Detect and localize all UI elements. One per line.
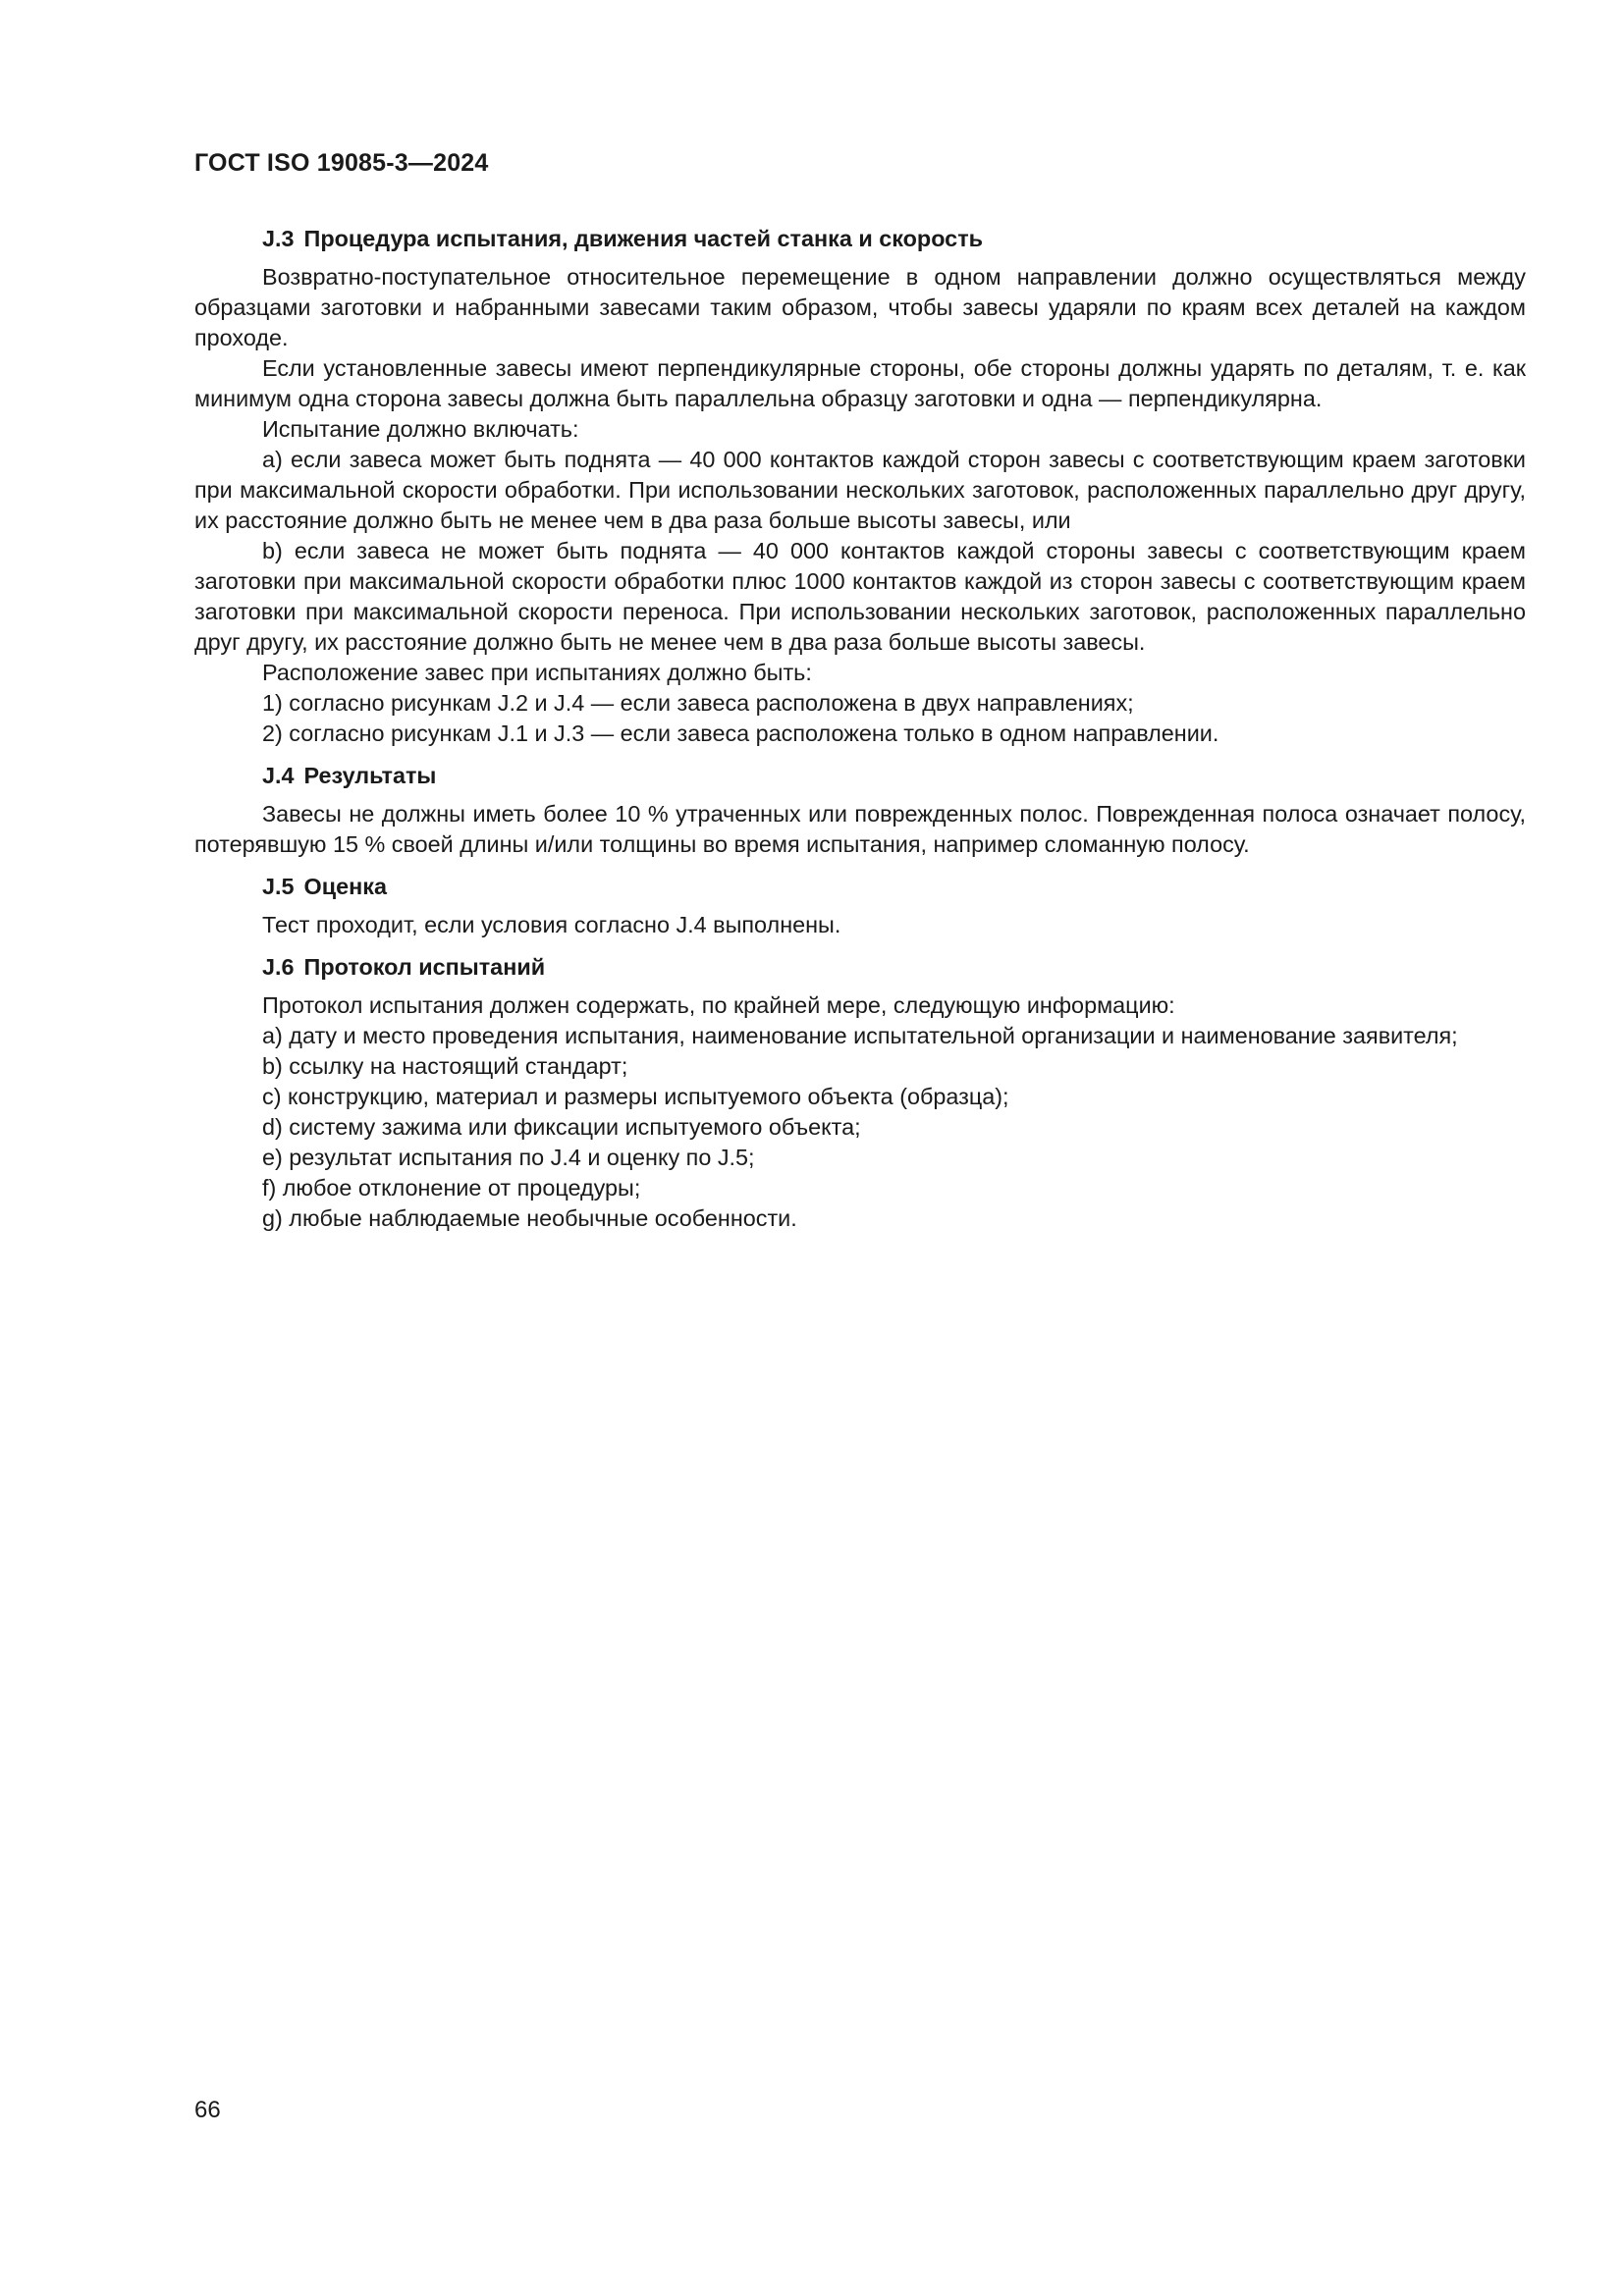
paragraph: Тест проходит, если условия согласно J.4 выполнены. [262,912,841,937]
section-j4 [194,761,1526,860]
list-item: а) если завеса может быть поднята — 40 000 контактов каждой сторон завесы с соответствующим краем заготовки при максимальной скорости обработки. При использовании нескольких заготовок, расположенных параллельно друг другу, их расстояние должно быть не менее чем в два раза больше высоты завесы, или [194,447,1526,533]
list-item: а) дату и место проведения испытания, наименование испытательной организации и наименование заявителя; [262,1023,1458,1048]
section-title: Результаты [303,763,437,788]
list-item: d) систему зажима или фиксации испытуемого объекта; [262,1114,861,1140]
section-number: J.5 [262,874,295,899]
section-number: J.3 [262,226,295,251]
list-item: b) ссылку на настоящий стандарт; [262,1053,628,1079]
list-item: g) любые наблюдаемые необычные особенности. [262,1205,797,1231]
section-heading [194,761,1526,791]
document-header: ГОСТ ISO 19085-3—2024 [194,149,489,177]
section-heading [194,952,1526,983]
section-title: Протокол испытаний [303,954,546,980]
list-item: 2) согласно рисункам J.1 и J.3 — если завеса расположена только в одном направлении. [262,721,1219,746]
page-number: 66 [194,2097,221,2123]
list-item: c) конструкцию, материал и размеры испытуемого объекта (образца); [262,1084,1009,1109]
section-j5 [194,872,1526,940]
section-j6 [194,952,1526,1234]
list-item: b) если завеса не может быть поднята — 40 000 контактов каждой стороны завесы с соответствующим краем заготовки при максимальной скорости обработки плюс 1000 контактов каждой из сторон завесы с соответствующим краем заготовки при максимальной скорости переноса. При использовании нескольких заготовок, расположенных параллельно друг другу, их расстояние должно быть не менее чем в два раза больше высоты завесы. [194,538,1526,655]
paragraph: Испытание должно включать: [262,416,579,442]
list-item: 1) согласно рисункам J.2 и J.4 — если завеса расположена в двух направлениях; [262,690,1134,716]
section-j3 [194,224,1526,749]
paragraph: Завесы не должны иметь более 10 % утраченных или поврежденных полос. Поврежденная полоса означает полосу, потерявшую 15 % своей длины и/или толщины во время испытания, например сломанную полосу. [194,801,1526,857]
section-number: J.4 [262,763,295,788]
paragraph: Расположение завес при испытаниях должно быть: [262,660,812,685]
section-number: J.6 [262,954,295,980]
section-heading [194,224,1526,254]
section-title: Процедура испытания, движения частей станка и скорость [303,226,984,251]
list-item: e) результат испытания по J.4 и оценку по J.5; [262,1145,755,1170]
paragraph: Возвратно-поступательное относительное перемещение в одном направлении должно осуществляться между образцами заготовки и набранными завесами таким образом, чтобы завесы ударяли по краям всех деталей на каждом проходе. [194,264,1526,350]
section-title: Оценка [303,874,387,899]
document-body [194,224,1526,1234]
paragraph: Протокол испытания должен содержать, по крайней мере, следующую информацию: [262,992,1175,1018]
list-item: f) любое отклонение от процедуры; [262,1175,641,1201]
paragraph: Если установленные завесы имеют перпендикулярные стороны, обе стороны должны ударять по деталям, т. е. как минимум одна сторона завесы должна быть параллельна образцу заготовки и одна — перпендикулярна. [194,355,1526,411]
section-heading [194,872,1526,902]
